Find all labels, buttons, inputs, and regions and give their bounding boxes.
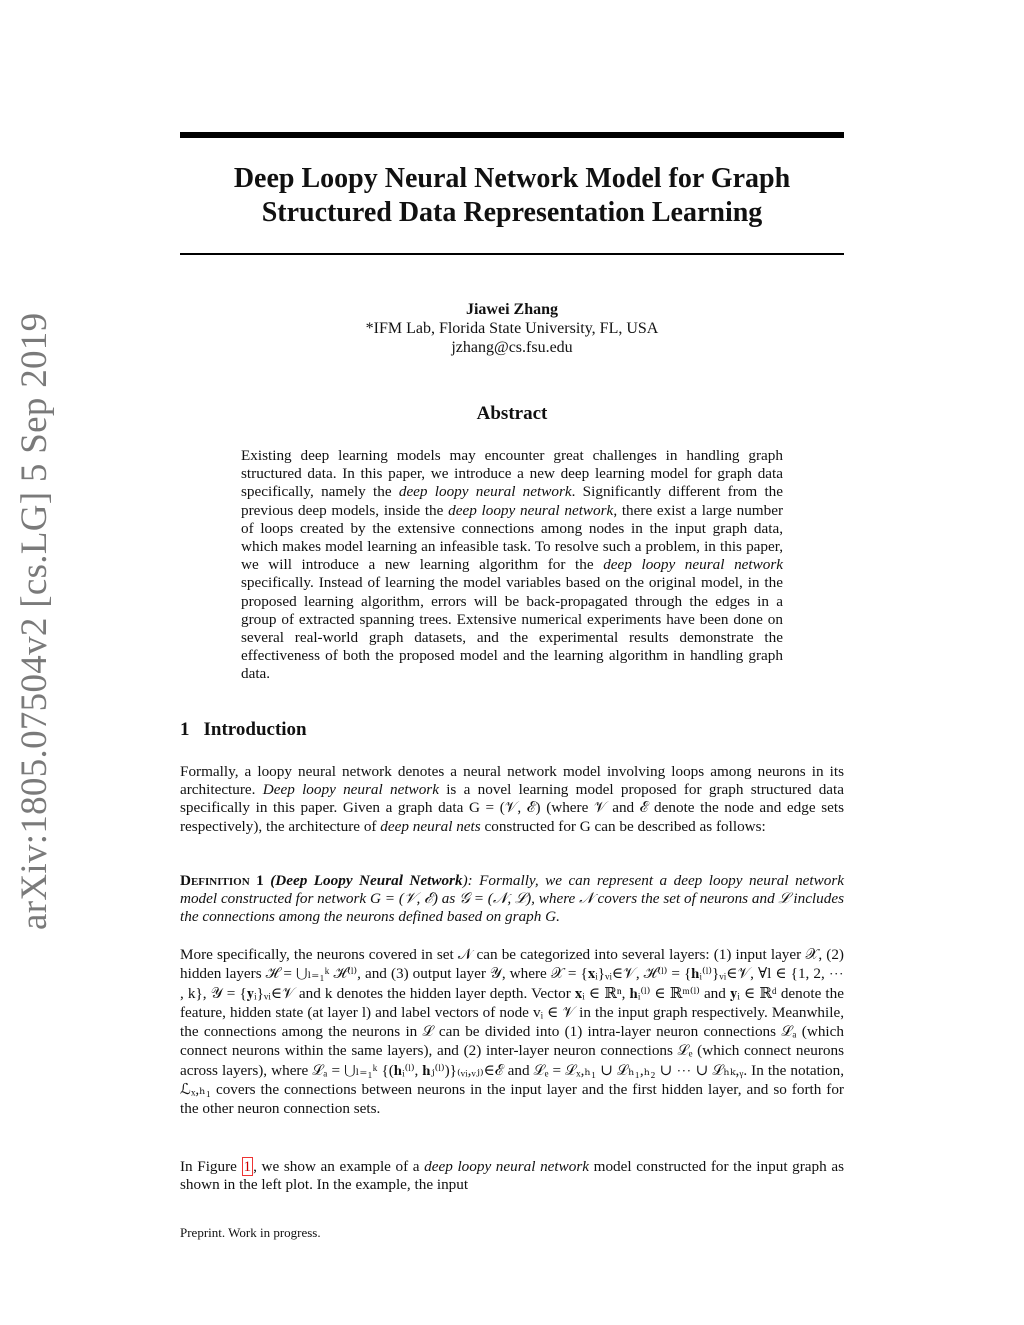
footer-note: Preprint. Work in progress. [180, 1225, 321, 1240]
title-line-2: Structured Data Representation Learning [261, 197, 763, 228]
paragraph-text: constructed for G can be described as follows: [480, 817, 766, 835]
author-affiliation: *IFM Lab, Florida State University, FL, USA [365, 320, 659, 337]
paper-title [180, 162, 844, 230]
section-heading [180, 719, 307, 741]
paragraph-text: Formally, a loopy neural network denotes a neural network model involving loops among neurons in its architecture. [180, 763, 844, 799]
intro-paragraph-1 [180, 763, 844, 836]
paragraph-text: , we show an example of a [253, 1158, 425, 1175]
definition-block [180, 872, 844, 927]
abstract-body [241, 447, 783, 684]
abstract-text: specifically. Instead of learning the model variables based on the original model, in the proposed learning algorithm, errors will be back-propagated through the edges in a group of extracted spanning trees. Extensive numerical experiments have been done on several real-world graph datasets, and the experimental results demonstrate the effectiveness of both the proposed model and the learning algorithm in handling graph data. [241, 574, 783, 683]
abstract-heading: Abstract [476, 403, 548, 424]
title-top-rule [180, 132, 844, 138]
paragraph-emphasis: Deep loopy neural network [262, 781, 439, 799]
abstract-text: , there exist a large number of loops created by the extensive connections among nodes in the input graph data, which makes model learning an infeasible task. To resolve such a problem, in this paper, we will introduce a new learning algorithm for the [241, 501, 784, 574]
title-bottom-rule [180, 253, 844, 255]
abstract-text: . Significantly different from the previous deep models, inside the [241, 483, 783, 519]
abstract-emphasis: deep loopy neural network [603, 556, 783, 574]
definition-text: ): Formally, we can represent a deep loopy neural network model constructed for network G = (𝒱, ℰ) as 𝒢 = (𝒩, ℒ), where 𝒩 covers the set of neurons and ℒ includes the connections among the neurons defined based on graph G. [180, 872, 845, 926]
section-title: Introduction [203, 719, 307, 740]
paragraph-text: is a novel learning model proposed for graph structured data specifically in this paper. Given a graph data G = (𝒱, ℰ) (where 𝒱 and ℰ denote the node and edge sets respectively), the architecture of [180, 781, 844, 835]
author-name: Jiawei Zhang [465, 301, 558, 318]
section-number: 1 [180, 719, 190, 740]
intro-paragraph-3 [180, 1158, 844, 1194]
abstract-text: Existing deep learning models may encounter great challenges in handling graph structured data. In this paper, we introduce a new deep learning model for graph data specifically, namely the [241, 447, 783, 501]
intro-paragraph-2: More specifically, the neurons covered in set 𝒩 can be categorized into several layers: (1) input layer 𝒳, (2) hidden layers ℋ = ⋃ₗ₌₁ᵏ ℋ⁽ˡ⁾, and (3) output layer 𝒴, where 𝒳 = {𝐱ᵢ}ᵥᵢ∈𝒱, ℋ⁽ˡ⁾ = {𝐡ᵢ⁽ˡ⁾}ᵥᵢ∈𝒱, ∀l ∈ {1, 2, ⋯ , k}, 𝒴 = {𝐲ᵢ}ᵥᵢ∈𝒱 and k denotes the hidden layer depth. Vector 𝐱ᵢ ∈ ℝⁿ, 𝐡ᵢ⁽ˡ⁾ ∈ ℝᵐ⁽ˡ⁾ and 𝐲ᵢ ∈ ℝᵈ denote the feature, hidden state (at layer l) and label vectors of node vᵢ ∈ 𝒱 in the input graph respectively. Meanwhile, the connections among the neurons in ℒ can be divided into (1) intra-layer neuron connections ℒₐ (which connect neurons within the same layers), and (2) inter-layer neuron connections ℒₑ (which connect neurons across layers), where ℒₐ = ⋃ₗ₌₁ᵏ {(𝐡ᵢ⁽ˡ⁾, 𝐡ⱼ⁽ˡ⁾)}₍ᵥᵢ,ᵥⱼ₎∈ℰ and ℒₑ = ℒₓ,ₕ₁ ∪ ℒₕ₁,ₕ₂ ∪ ⋯ ∪ ℒₕₖ,ᵧ. In the notation, ℒₓ,ₕ₁ covers the connections between neurons in the input layer and the first hidden layer, and so forth for the other neuron connection sets. [180, 946, 844, 1118]
paragraph-emphasis: deep neural nets [380, 817, 481, 835]
arxiv-stamp [5, 312, 65, 930]
figure-reference-link[interactable]: 1 [243, 1158, 252, 1175]
paragraph-text: model constructed for the input graph as shown in the left plot. In the example, the input [180, 1158, 844, 1194]
paragraph-emphasis: deep loopy neural network [424, 1158, 590, 1175]
arxiv-stamp-text: arXiv:1805.07504v2 [cs.LG] 5 Sep 2019 [14, 312, 55, 930]
title-line-1: Deep Loopy Neural Network Model for Graph [233, 163, 791, 194]
author-email[interactable]: jzhang@cs.fsu.edu [451, 339, 573, 356]
definition-label: Definition 1 [180, 872, 264, 889]
definition-name: (Deep Loopy Neural Network [270, 872, 463, 889]
paragraph-text: In Figure [180, 1158, 242, 1175]
author-block [180, 300, 844, 357]
abstract-emphasis: deep loopy neural network [448, 501, 614, 519]
abstract-emphasis: deep loopy neural network [398, 483, 572, 501]
